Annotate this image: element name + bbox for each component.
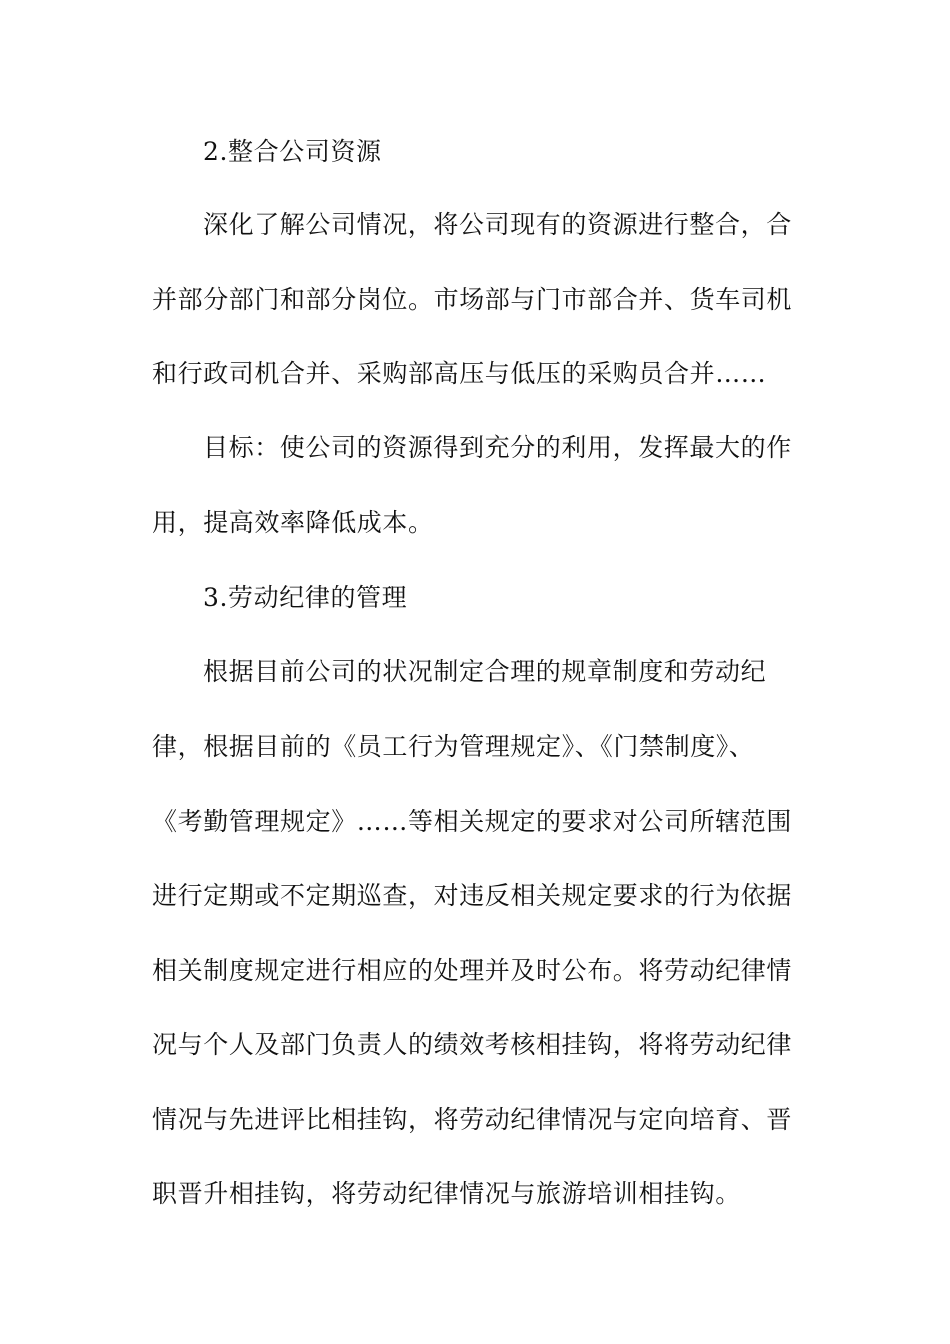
paragraph-line: 用，提高效率降低成本。 — [152, 508, 434, 537]
paragraph-line: 律，根据目前的《员工行为管理规定》、《门禁制度》、 — [152, 732, 755, 761]
paragraph-line: 根据目前公司的状况制定合理的规章制度和劳动纪 — [203, 657, 767, 686]
paragraph-line: 情况与先进评比相挂钩，将劳动纪律情况与定向培育、晋 — [152, 1105, 793, 1134]
paragraph-line: 进行定期或不定期巡查，对违反相关规定要求的行为依据 — [152, 881, 793, 910]
paragraph-line: 深化了解公司情况，将公司现有的资源进行整合，合 — [203, 210, 792, 239]
paragraph-line: 相关制度规定进行相应的处理并及时公布。将劳动纪律情 — [152, 956, 793, 985]
paragraph-line: 《考勤管理规定》……等相关规定的要求对公司所辖范围 — [152, 807, 793, 836]
section-heading: 3.劳动纪律的管理 — [203, 583, 408, 612]
paragraph-line: 况与个人及部门负责人的绩效考核相挂钩，将将劳动纪律 — [152, 1030, 793, 1059]
paragraph-line: 目标：使公司的资源得到充分的利用，发挥最大的作 — [203, 433, 792, 462]
paragraph-line: 职晋升相挂钩，将劳动纪律情况与旅游培训相挂钩。 — [152, 1179, 741, 1208]
paragraph-line: 和行政司机合并、采购部高压与低压的采购员合并…… — [152, 359, 767, 388]
paragraph-line: 并部分部门和部分岗位。市场部与门市部合并、货车司机 — [152, 285, 793, 314]
section-heading: 2.整合公司资源 — [203, 137, 382, 166]
